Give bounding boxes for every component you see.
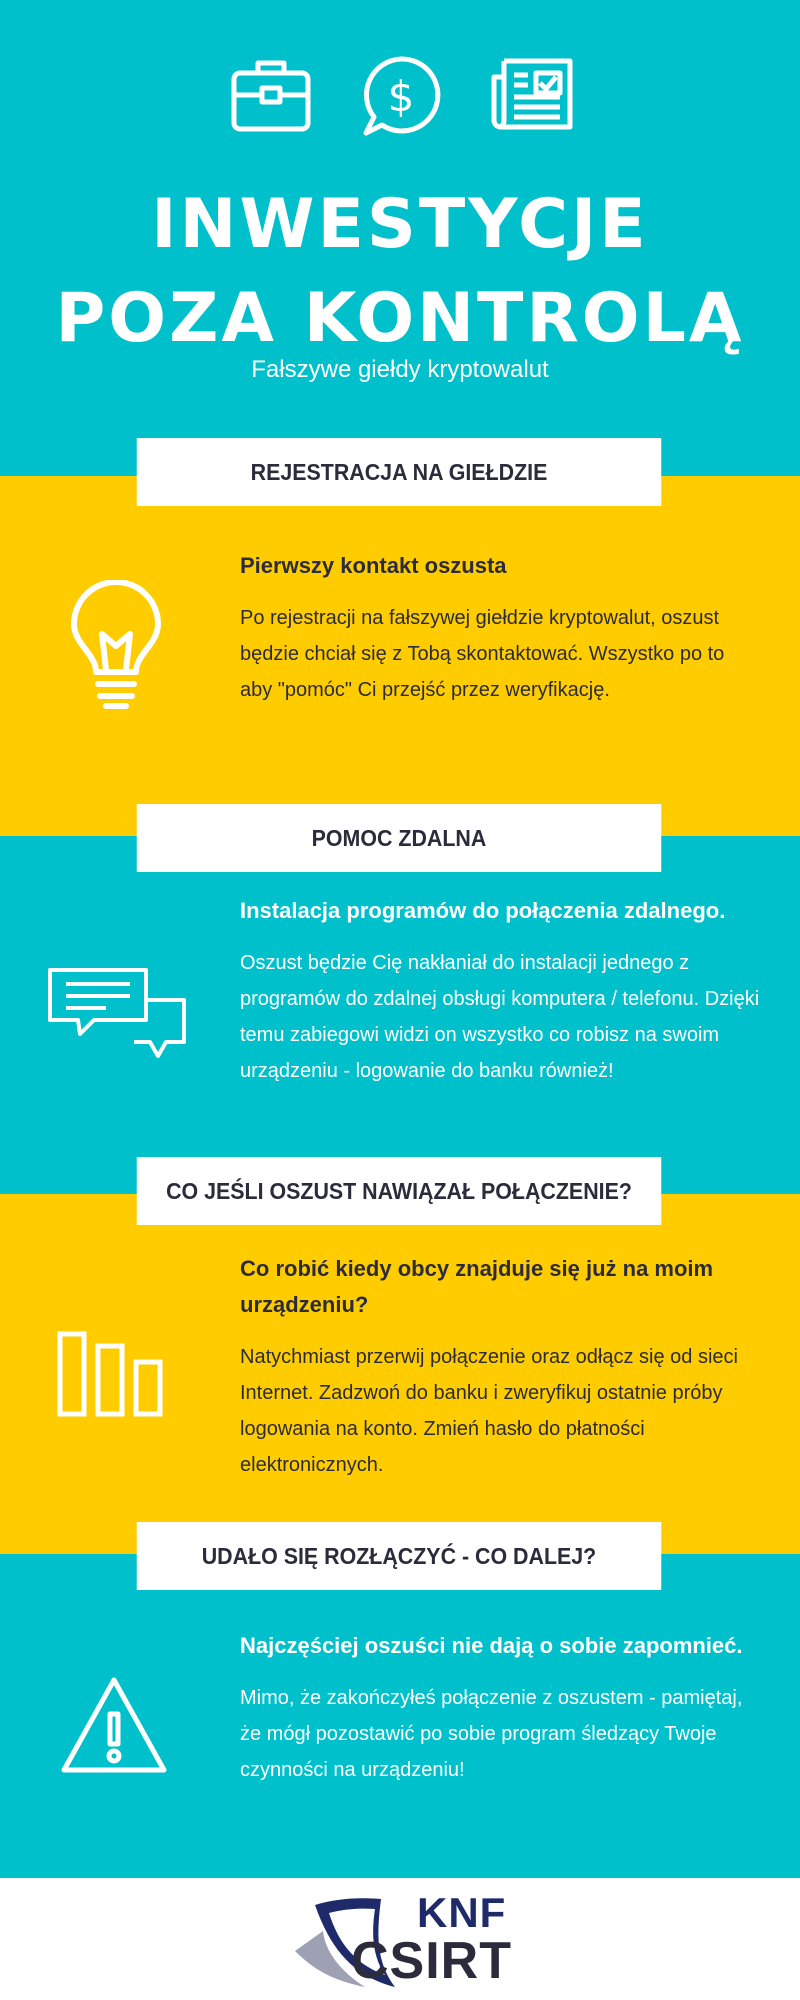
section-3-heading: Co robić kiedy obcy znajduje się już na moim urządzeniu? (240, 1256, 714, 1317)
briefcase-icon (230, 55, 312, 135)
newspaper-icon (490, 55, 574, 135)
section-3-body: Natychmiast przerwij połączenie oraz odłącz się od sieci Internet. Zadzwoń do banku i zweryfikuj ostatnie próby logowania na konto. Zmień hasło do płatności elektronicznych. (240, 1346, 738, 1476)
svg-text:$: $ (387, 72, 415, 121)
page-title (0, 178, 800, 366)
section-2-body: Oszust będzie Cię nakłaniał do instalacji jednego z programów do zdalnej obsługi komputera / telefonu. Dzięki temu zabiegowi widzi on wszystko co robisz na swoim urządzeniu - logowanie do banku również! (240, 952, 760, 1082)
warning-triangle-icon (58, 1674, 170, 1776)
section-1-header: REJESTRACJA NA GIEŁDZIE (137, 438, 662, 506)
lightbulb-icon (68, 580, 164, 712)
section-4-header: UDAŁO SIĘ ROZŁĄCZYĆ - CO DALEJ? (137, 1522, 662, 1590)
title-line-2: POZA KONTROLĄ (55, 279, 745, 358)
section-1-content (240, 548, 760, 708)
hero-icons (0, 55, 800, 145)
section-2-content (240, 893, 760, 1089)
page-subtitle: Fałszywe giełdy kryptowalut (251, 356, 549, 383)
section-2-header: POMOC ZDALNA (137, 804, 662, 872)
knf-csirt-logo (285, 1885, 525, 1990)
logo-knf-text: KNF (417, 1889, 507, 1936)
chat-bubbles-icon (46, 966, 188, 1060)
section-3-content (240, 1251, 760, 1483)
section-4-body: Mimo, że zakończyłeś połączenie z oszustem - pamiętaj, że mógł pozostawić po sobie program śledzący Twoje czynności na urządzeniu! (240, 1687, 743, 1781)
section-1-body: Po rejestracji na fałszywej giełdzie kryptowalut, oszust będzie chciał się z Tobą skontaktować. Wszystko po to aby "pomóc" Ci przejść przez weryfikację. (240, 607, 725, 701)
section-4-content (240, 1628, 760, 1788)
title-line-1: INWESTYCJE (151, 185, 649, 264)
section-1-heading: Pierwszy kontakt oszusta (240, 553, 507, 578)
section-4-heading: Najczęściej oszuści nie dają o sobie zapomnieć. (240, 1633, 743, 1658)
section-3-header: CO JEŚLI OSZUST NAWIĄZAŁ POŁĄCZENIE? (137, 1157, 662, 1225)
section-2-heading: Instalacja programów do połączenia zdalnego. (240, 898, 726, 923)
bars-icon (56, 1330, 164, 1418)
logo-csirt-text: CSIRT (351, 1932, 512, 1990)
dollar-speech-bubble-icon (360, 55, 442, 137)
